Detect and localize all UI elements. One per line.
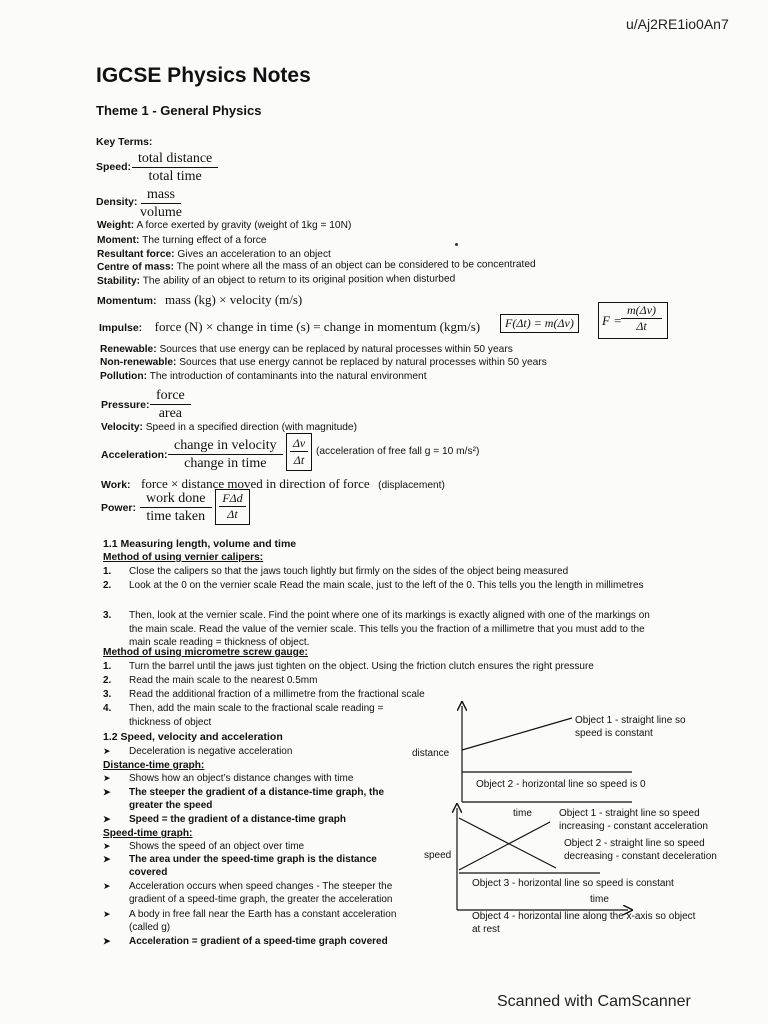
object-1-distance-line	[462, 718, 572, 750]
impulse-formula: force (N) × change in time (s) = change in momentum (kgm/s)	[154, 319, 481, 334]
def-text: The turning effect of a force	[142, 235, 267, 246]
speed-numerator: total distance	[132, 150, 218, 168]
micrometre-heading: Method of using micrometre screw gauge:	[103, 647, 308, 658]
vernier-steps	[103, 565, 663, 651]
def-term: Centre of mass:	[96, 261, 175, 273]
list-item	[103, 579, 663, 606]
distance-time-heading: Distance-time graph:	[103, 760, 205, 771]
impulse-label: Impulse:	[99, 322, 143, 334]
impulse-force-fraction	[621, 303, 662, 334]
arrow-bullet-icon: ➤	[103, 814, 111, 824]
pressure-formula	[150, 387, 191, 422]
def-non-renewable	[100, 357, 547, 368]
impulse-force-denominator: Δt	[636, 319, 647, 333]
def-term: Stability:	[96, 275, 141, 287]
graph1-object-1-note: Object 1 - straight line so speed is constant	[575, 715, 686, 739]
acceleration-box	[286, 433, 312, 471]
def-stability	[97, 273, 455, 287]
step-number: 2.	[103, 675, 112, 686]
speed-denominator: total time	[148, 169, 202, 184]
work-label: Work:	[101, 479, 131, 491]
power-denominator: time taken	[146, 509, 206, 524]
pressure-denominator: area	[158, 406, 183, 421]
power-box-denominator: Δt	[227, 507, 238, 521]
def-velocity	[101, 422, 357, 433]
momentum-formula: mass (kg) × velocity (m/s)	[164, 292, 303, 307]
acceleration-label: Acceleration:	[101, 449, 168, 461]
power-numerator: work done	[140, 490, 212, 508]
def-moment	[97, 235, 267, 246]
pressure-numerator: force	[150, 387, 191, 405]
density-numerator: mass	[141, 186, 181, 204]
speed-formula	[132, 150, 218, 185]
bullet-text: The steeper the gradient of a distance-time graph, the greater the speed	[129, 787, 385, 811]
list-item	[103, 813, 403, 827]
power-box	[215, 489, 250, 525]
step-number: 1.	[103, 566, 112, 577]
list-item	[103, 565, 663, 579]
bullet-text: The area under the speed-time graph is the distance covered	[129, 854, 377, 878]
list-item	[103, 674, 663, 688]
graph2-object-1-note: Object 1 - straight line so speed increasing - constant acceleration	[559, 808, 708, 832]
speed-label: Speed:	[96, 161, 132, 173]
density-denominator: volume	[140, 205, 182, 220]
bullet-text: A body in free fall near the Earth has a constant acceleration (called g)	[129, 909, 397, 933]
step-text: Then, look at the vernier scale. Find the point where one of its markings is exactly aligned with one of the markings on the main scale. Read the value of the vernier scale. This tells you the fraction of a millimetre that you must add to the main scale reading = thickness of object.	[129, 610, 650, 648]
speed-time-heading: Speed-time graph:	[103, 828, 193, 839]
def-term: Weight:	[97, 220, 135, 231]
key-terms-heading: Key Terms:	[96, 136, 153, 148]
step-text: Read the main scale to the nearest 0.5mm	[129, 675, 318, 686]
arrow-bullet-icon: ➤	[103, 936, 111, 946]
arrow-bullet-icon: ➤	[103, 787, 111, 797]
camscanner-footer: Scanned with CamScanner	[497, 993, 691, 1010]
theme-heading: Theme 1 - General Physics	[96, 103, 262, 118]
list-item	[103, 853, 413, 880]
list-item	[103, 660, 663, 674]
step-text: Then, add the main scale to the fractional scale reading = thickness of object	[129, 703, 384, 728]
bullet-text: Acceleration occurs when speed changes - The steeper the gradient of a speed-time graph, the greater the acceleration	[129, 881, 393, 905]
list-item	[103, 840, 413, 853]
step-number: 1.	[103, 661, 112, 672]
def-text: Sources that use energy cannot be replaced by natural processes within 50 years	[179, 357, 547, 368]
distance-time-bullets	[103, 772, 403, 827]
def-centre-of-mass	[97, 259, 536, 273]
step-text: Read the additional fraction of a millimetre from the fractional scale	[129, 689, 425, 700]
graph2-object-3-note: Object 3 - horizontal line so speed is constant	[472, 878, 674, 889]
step-number: 3.	[103, 689, 112, 700]
impulse-force-numerator: m(Δv)	[621, 303, 662, 319]
acceleration-denominator: change in time	[184, 456, 267, 471]
impulse-box-force	[598, 302, 668, 339]
bullet-text: Speed = the gradient of a distance-time graph	[129, 814, 346, 825]
object-1-speed-line	[459, 822, 550, 870]
power-box-fraction	[216, 491, 249, 522]
bullet-text: Shows the speed of an object over time	[129, 841, 305, 852]
def-term: Non-renewable:	[100, 357, 177, 368]
list-item	[103, 745, 403, 759]
list-item	[103, 935, 413, 949]
list-item	[103, 609, 663, 651]
arrow-bullet-icon: ➤	[103, 746, 111, 756]
def-text: A force exerted by gravity (weight of 1kg = 10N)	[136, 220, 352, 231]
def-text: The ability of an object to return to its original position when disturbed	[142, 273, 456, 287]
acceleration-box-numerator: Δv	[290, 435, 308, 452]
def-text: Speed in a specified direction (with magnitude)	[145, 422, 357, 433]
graph1-xlabel: time	[513, 808, 532, 819]
free-fall-note: (acceleration of free fall g = 10 m/s²)	[316, 446, 480, 457]
def-pollution	[100, 371, 427, 382]
work-formula: force × distance moved in direction of force	[141, 476, 370, 491]
deceleration-bullet	[103, 745, 403, 759]
def-weight	[97, 220, 351, 231]
momentum-line	[97, 291, 302, 309]
step-number: 4.	[103, 703, 112, 714]
graph2-ylabel: speed	[424, 850, 452, 861]
bullet-text: Acceleration = gradient of a speed-time graph covered	[129, 936, 388, 947]
graph2-xlabel: time	[590, 894, 609, 905]
arrow-bullet-icon: ➤	[103, 854, 111, 864]
section-1-2-heading: 1.2 Speed, velocity and acceleration	[103, 731, 283, 743]
vernier-heading: Method of using vernier calipers:	[103, 552, 264, 563]
def-term: Resultant force:	[97, 249, 175, 260]
pressure-label: Pressure:	[101, 399, 150, 411]
impulse-box-equation: F(Δt) = m(Δv)	[500, 314, 579, 333]
momentum-label: Momentum:	[97, 295, 157, 307]
def-term: Renewable:	[100, 344, 157, 355]
object-2-speed-line	[459, 818, 556, 868]
density-formula	[140, 186, 182, 221]
def-term: Pollution:	[100, 371, 147, 382]
user-id: u/Aj2RE1io0An7	[626, 16, 729, 32]
step-number: 2.	[103, 580, 112, 591]
bullet-text: Deceleration is negative acceleration	[129, 746, 293, 757]
def-resultant-force	[97, 249, 331, 260]
speed-time-bullets	[103, 840, 413, 949]
impulse-line	[99, 318, 480, 336]
step-text: Turn the barrel until the jaws just tighten on the object. Using the friction clutch ensures the right pressure	[129, 661, 594, 672]
graph1-ylabel: distance	[412, 748, 450, 759]
step-text: Look at the 0 on the vernier scale Read the main scale, just to the left of the 0. This tells you the length in millimetres	[129, 580, 644, 591]
page-title: IGCSE Physics Notes	[96, 64, 311, 87]
graph2-object-2-note: Object 2 - straight line so speed decreasing - constant deceleration	[564, 838, 717, 862]
density-label: Density:	[96, 196, 138, 208]
step-text: Close the calipers so that the jaws touch lightly but firmly on the sides of the object being measured	[129, 566, 569, 577]
acceleration-box-fraction	[287, 435, 311, 468]
list-item	[103, 772, 403, 786]
stray-dot	[455, 243, 458, 246]
impulse-force-lhs: F =	[602, 313, 622, 328]
list-item	[103, 880, 413, 908]
power-label: Power:	[101, 502, 137, 514]
arrow-bullet-icon: ➤	[103, 881, 111, 891]
def-renewable	[100, 344, 513, 355]
section-1-1-heading: 1.1 Measuring length, volume and time	[103, 538, 297, 550]
def-term: Moment:	[97, 235, 140, 246]
list-item	[103, 908, 413, 935]
work-note: (displacement)	[378, 480, 445, 491]
acceleration-box-denominator: Δt	[293, 453, 305, 467]
list-item	[103, 786, 403, 813]
arrow-bullet-icon: ➤	[103, 909, 111, 919]
arrow-bullet-icon: ➤	[103, 841, 111, 851]
acceleration-formula	[168, 437, 283, 472]
def-text: The point where all the mass of an object can be considered to be concentrated	[176, 258, 536, 273]
arrow-bullet-icon: ➤	[103, 773, 111, 783]
def-text: Gives an acceleration to an object	[177, 249, 331, 260]
bullet-text: Shows how an object’s distance changes with time	[129, 773, 354, 784]
power-box-numerator: FΔd	[219, 491, 245, 507]
graph2-object-4-note: Object 4 - horizontal line along the x-axis so object at rest	[472, 911, 696, 935]
graph1-object-2-note: Object 2 - horizontal line so speed is 0	[476, 779, 646, 790]
acceleration-numerator: change in velocity	[168, 437, 283, 455]
def-text: Sources that use energy can be replaced by natural processes within 50 years	[159, 344, 513, 355]
def-term: Velocity:	[101, 422, 143, 433]
step-number: 3.	[103, 610, 112, 621]
def-text: The introduction of contaminants into the natural environment	[149, 371, 427, 382]
power-formula	[140, 490, 212, 525]
